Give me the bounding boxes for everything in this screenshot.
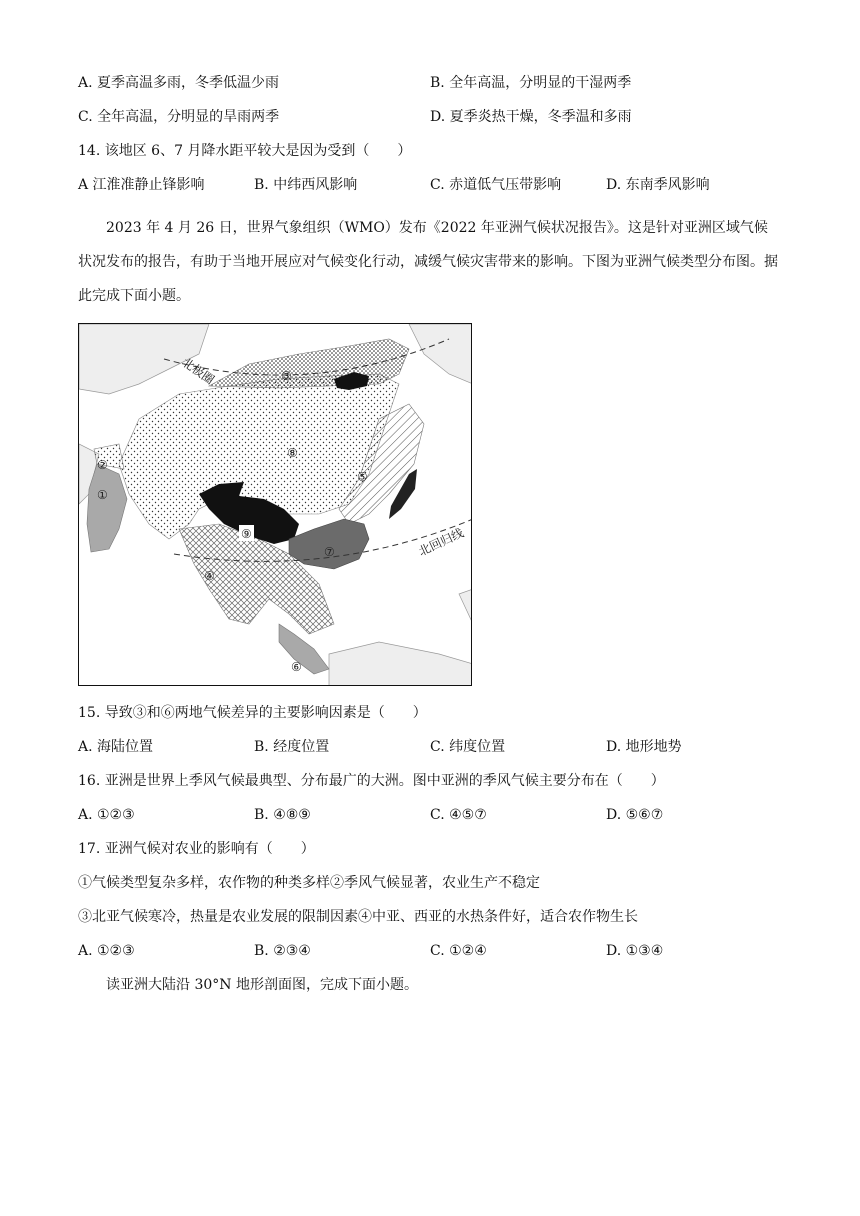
region-label-5: ⑤ <box>357 470 368 484</box>
q14-option-d: D. 东南季风影响 <box>606 177 710 193</box>
region-label-2: ② <box>97 458 108 472</box>
q15-stem: 15. 导致③和⑥两地气候差异的主要影响因素是（ ） <box>78 705 427 721</box>
q13-option-c: C. 全年高温，分明显的旱雨两季 <box>78 109 280 125</box>
q17-stem: 17. 亚洲气候对农业的影响有（ ） <box>78 841 315 857</box>
q15-option-b: B. 经度位置 <box>254 739 330 755</box>
q13-option-a: A. 夏季高温多雨，冬季低温少雨 <box>78 75 280 91</box>
region-label-6: ⑥ <box>291 660 302 674</box>
q16-option-c: C. ④⑤⑦ <box>430 807 487 823</box>
q16-option-a: A. ①②③ <box>78 807 135 823</box>
region-label-3: ③ <box>281 369 292 383</box>
region-1-area <box>87 464 127 552</box>
region-3-area <box>209 339 409 388</box>
outro-text: 读亚洲大陆沿 30°N 地形剖面图，完成下面小题。 <box>106 977 418 993</box>
q17-option-c: C. ①②④ <box>430 943 487 959</box>
q17-option-b: B. ②③④ <box>254 943 311 959</box>
q15-option-a: A. 海陆位置 <box>78 739 154 755</box>
q17-option-a: A. ①②③ <box>78 943 135 959</box>
q15-option-c: C. 纬度位置 <box>430 739 506 755</box>
q14-option-b: B. 中纬西风影响 <box>254 177 358 193</box>
region-label-7: ⑦ <box>324 545 335 559</box>
q17-statement-1-2: ①气候类型复杂多样，农作物的种类多样②季风气候显著，农业生产不稳定 <box>78 875 540 891</box>
region-label-9: ⑨ <box>241 527 252 541</box>
q17-statement-3-4: ③北亚气候寒冷，热量是农业发展的限制因素④中亚、西亚的水热条件好，适合农作物生长 <box>78 909 638 925</box>
region-label-4: ④ <box>204 569 215 583</box>
region-label-8: ⑧ <box>287 446 298 460</box>
region-7-area <box>289 519 369 569</box>
q15-option-d: D. 地形地势 <box>606 739 682 755</box>
q16-stem: 16. 亚洲是世界上季风气候最典型、分布最广的大洲。图中亚洲的季风气候主要分布在（ ） <box>78 773 665 789</box>
region-6-area <box>279 624 329 674</box>
q16-option-d: D. ⑤⑥⑦ <box>606 807 664 823</box>
q13-option-d: D. 夏季炎热干燥，冬季温和多雨 <box>430 109 632 125</box>
q17-option-d: D. ①③④ <box>606 943 664 959</box>
q14-stem: 14. 该地区 6、7 月降水距平较大是因为受到（ ） <box>78 143 412 159</box>
q14-option-c: C. 赤道低气压带影响 <box>430 177 562 193</box>
intro-paragraph: 2023 年 4 月 26 日，世界气象组织（WMO）发布《2022 年亚洲气候状况报告》。这是针对亚洲区域气候状况发布的报告，有助于当地开展应对气候变化行动，减缓气候灾害带来的影响。下图为亚洲气候类型分布图。据此完成下面小题。 <box>78 220 778 304</box>
q16-option-b: B. ④⑧⑨ <box>254 807 311 823</box>
q13-option-b: B. 全年高温，分明显的干湿两季 <box>430 75 632 91</box>
asia-climate-map <box>78 323 472 686</box>
arctic-circle-label: 北极圈 <box>179 354 217 388</box>
region-label-1: ① <box>97 488 108 502</box>
q14-option-a: A 江淮准静止锋影响 <box>78 177 205 193</box>
tropic-label: 北回归线 <box>416 525 466 559</box>
